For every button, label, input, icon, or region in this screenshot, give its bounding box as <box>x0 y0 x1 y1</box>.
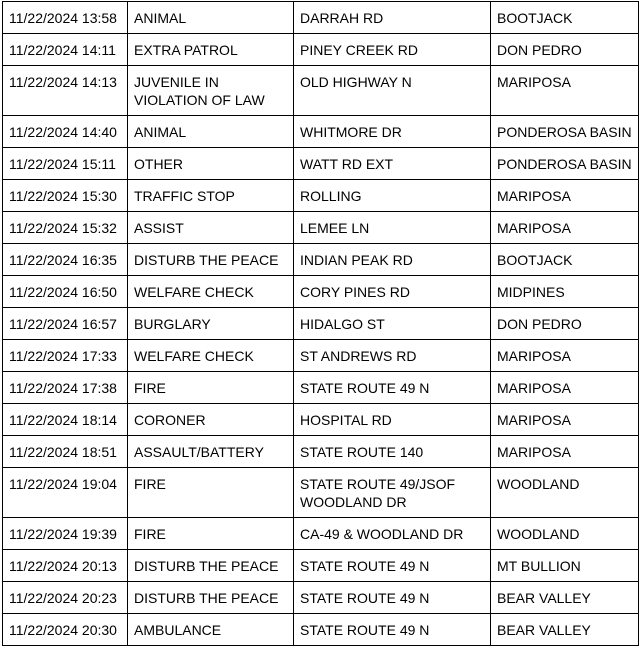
incident-type-cell: DISTURB THE PEACE <box>128 582 294 614</box>
table-row <box>3 116 639 148</box>
incident-type-cell: FIRE <box>128 372 294 404</box>
location-cell: PINEY CREEK RD <box>294 34 491 66</box>
datetime-cell: 11/22/2024 18:51 <box>3 436 128 468</box>
location-cell: HIDALGO ST <box>294 308 491 340</box>
datetime-cell: 11/22/2024 17:33 <box>3 340 128 372</box>
datetime-cell: 11/22/2024 18:14 <box>3 404 128 436</box>
incident-type-cell: TRAFFIC STOP <box>128 180 294 212</box>
datetime-cell: 11/22/2024 15:32 <box>3 212 128 244</box>
datetime-cell: 11/22/2024 17:38 <box>3 372 128 404</box>
incident-type-cell: DISTURB THE PEACE <box>128 244 294 276</box>
incident-type-cell: JUVENILE IN VIOLATION OF LAW <box>128 66 294 116</box>
table-row <box>3 340 639 372</box>
location-cell: OLD HIGHWAY N <box>294 66 491 116</box>
location-cell: INDIAN PEAK RD <box>294 244 491 276</box>
area-cell: BOOTJACK <box>491 2 639 34</box>
area-cell: BEAR VALLEY <box>491 582 639 614</box>
table-row <box>3 212 639 244</box>
location-cell: STATE ROUTE 49 N <box>294 550 491 582</box>
table-row <box>3 614 639 646</box>
incident-type-cell: OTHER <box>128 148 294 180</box>
area-cell: BEAR VALLEY <box>491 614 639 646</box>
location-cell: STATE ROUTE 49/JSOF WOODLAND DR <box>294 468 491 518</box>
location-cell: WATT RD EXT <box>294 148 491 180</box>
incident-type-cell: CORONER <box>128 404 294 436</box>
table-row <box>3 34 639 66</box>
incident-type-cell: ASSAULT/BATTERY <box>128 436 294 468</box>
datetime-cell: 11/22/2024 20:30 <box>3 614 128 646</box>
incident-type-cell: FIRE <box>128 468 294 518</box>
location-cell: STATE ROUTE 140 <box>294 436 491 468</box>
table-row <box>3 372 639 404</box>
table-row <box>3 66 639 116</box>
datetime-cell: 11/22/2024 14:11 <box>3 34 128 66</box>
table-row <box>3 518 639 550</box>
table-row <box>3 404 639 436</box>
incident-type-cell: EXTRA PATROL <box>128 34 294 66</box>
area-cell: MARIPOSA <box>491 340 639 372</box>
area-cell: MT BULLION <box>491 550 639 582</box>
datetime-cell: 11/22/2024 16:50 <box>3 276 128 308</box>
datetime-cell: 11/22/2024 16:57 <box>3 308 128 340</box>
datetime-cell: 11/22/2024 15:30 <box>3 180 128 212</box>
datetime-cell: 11/22/2024 14:40 <box>3 116 128 148</box>
table-row <box>3 180 639 212</box>
table-row <box>3 148 639 180</box>
location-cell: HOSPITAL RD <box>294 404 491 436</box>
location-cell: WHITMORE DR <box>294 116 491 148</box>
datetime-cell: 11/22/2024 15:11 <box>3 148 128 180</box>
location-cell: LEMEE LN <box>294 212 491 244</box>
location-cell: ROLLING <box>294 180 491 212</box>
location-cell: STATE ROUTE 49 N <box>294 372 491 404</box>
table-row <box>3 550 639 582</box>
datetime-cell: 11/22/2024 16:35 <box>3 244 128 276</box>
location-cell: STATE ROUTE 49 N <box>294 582 491 614</box>
location-cell: DARRAH RD <box>294 2 491 34</box>
datetime-cell: 11/22/2024 19:04 <box>3 468 128 518</box>
area-cell: WOODLAND <box>491 518 639 550</box>
incident-type-cell: AMBULANCE <box>128 614 294 646</box>
incident-type-cell: BURGLARY <box>128 308 294 340</box>
location-cell: CA-49 & WOODLAND DR <box>294 518 491 550</box>
incident-type-cell: DISTURB THE PEACE <box>128 550 294 582</box>
location-cell: ST ANDREWS RD <box>294 340 491 372</box>
incident-type-cell: ANIMAL <box>128 2 294 34</box>
incident-type-cell: ANIMAL <box>128 116 294 148</box>
location-cell: CORY PINES RD <box>294 276 491 308</box>
area-cell: BOOTJACK <box>491 244 639 276</box>
datetime-cell: 11/22/2024 14:13 <box>3 66 128 116</box>
datetime-cell: 11/22/2024 13:58 <box>3 2 128 34</box>
area-cell: MARIPOSA <box>491 404 639 436</box>
table-row <box>3 436 639 468</box>
area-cell: DON PEDRO <box>491 34 639 66</box>
table-row <box>3 582 639 614</box>
incident-log-table <box>2 1 639 646</box>
incident-type-cell: FIRE <box>128 518 294 550</box>
table-row <box>3 468 639 518</box>
location-cell: STATE ROUTE 49 N <box>294 614 491 646</box>
datetime-cell: 11/22/2024 20:13 <box>3 550 128 582</box>
table-row <box>3 2 639 34</box>
area-cell: MARIPOSA <box>491 180 639 212</box>
area-cell: DON PEDRO <box>491 308 639 340</box>
area-cell: MARIPOSA <box>491 372 639 404</box>
area-cell: WOODLAND <box>491 468 639 518</box>
area-cell: MARIPOSA <box>491 212 639 244</box>
area-cell: PONDEROSA BASIN <box>491 148 639 180</box>
table-row <box>3 308 639 340</box>
area-cell: PONDEROSA BASIN <box>491 116 639 148</box>
datetime-cell: 11/22/2024 20:23 <box>3 582 128 614</box>
table-row <box>3 244 639 276</box>
datetime-cell: 11/22/2024 19:39 <box>3 518 128 550</box>
incident-type-cell: WELFARE CHECK <box>128 276 294 308</box>
incident-type-cell: WELFARE CHECK <box>128 340 294 372</box>
incident-type-cell: ASSIST <box>128 212 294 244</box>
area-cell: MARIPOSA <box>491 436 639 468</box>
area-cell: MARIPOSA <box>491 66 639 116</box>
area-cell: MIDPINES <box>491 276 639 308</box>
incident-log-body <box>3 2 639 646</box>
table-row <box>3 276 639 308</box>
